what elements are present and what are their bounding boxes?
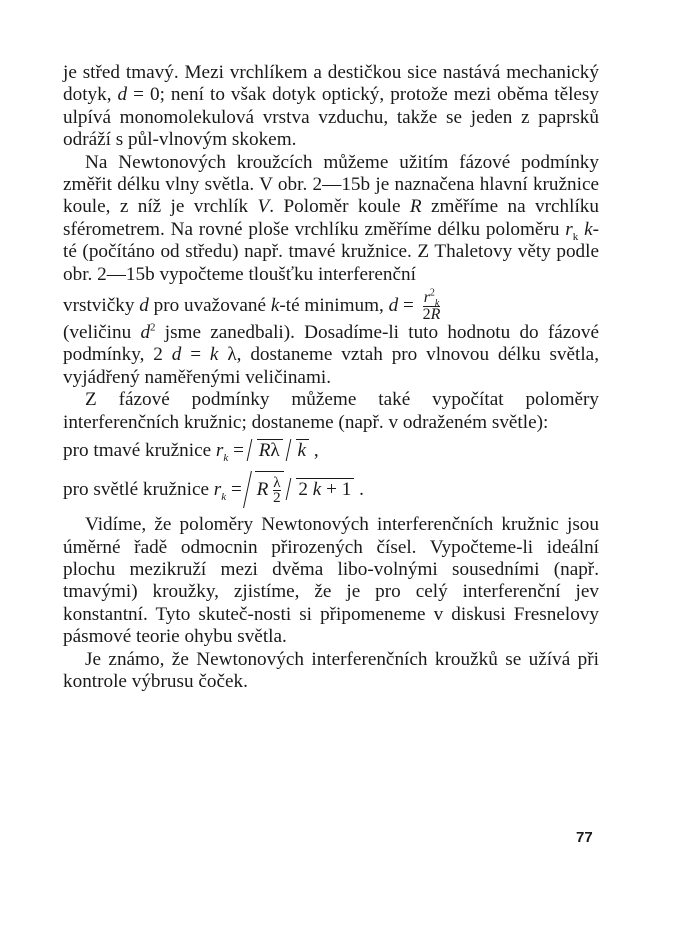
sqrt-2k-plus-1: 2 k + 1 [296,478,354,501]
fraction-rk2-over-2R: $\frac{r^2_k}{2R}$ [422,287,441,324]
page-text [63,62,599,693]
dark-rings-label: pro tmavé kružnice [63,440,212,462]
sqrt-R-lambda: Rλ [257,439,283,462]
paragraph-2: Na Newtonových kroužcích můžeme užitím fázové podmínky změřit délku vlny světla. V obr. 2—15b je naznačena hlavní kružnice koule, z níž je vrchlík V. Poloměr koule R změříme na vrchlíku sférometrem. Na rovné ploše vrchlíku změříme délku poloměru $r_k$ k-té (počítáno od středu) např. tmavé kružnice. Z Thaletovy věty podle obr. 2—15b vypočteme tloušťku interferenční [63,151,600,285]
paragraph-3: (veličinu $d^2$ jsme zanedbali). Dosadíme-li tuto hodnotu do fázové podmínky, 2 d = k λ, dostaneme vztah pro vlnovou délku světla, vyjádřený naměřenými veličinami. [63,321,599,388]
paragraph-4: Z fázové podmínky můžeme také vypočítat poloměry interferenčních kružnic; dostaneme (např. v odraženém světle): [63,389,599,433]
sqrt-k: k [296,439,310,462]
formula-thickness-line: vrstvičky d pro uvažované k-té minimum, d = $\frac{r^2_k}{2R}$ [63,287,441,324]
paragraph-6: Je známo, že Newtonových interferenčních kroužků se užívá při kontrole výbrusu čoček. [63,648,599,692]
bright-rings-label: pro světlé kružnice [63,479,209,501]
sqrt-R-lambda-half: R $\frac{\lambda}{2}$ [255,471,284,509]
paragraph-5: Vidíme, že poloměry Newtonových interferenčních kružnic jsou úměrné řadě odmocnin přirozených čísel. Vypočteme-li ideální plochu mezikruží mezi dvěma libo-volnými sousedními (např. tmavými) kroužky, zjistíme, že je pro celý interferenční jev konstantní. Tyto skuteč-nosti si připomeneme v diskusi Fresnelovy pásmové teorie ohybu světla. [63,514,599,648]
page-number: 77 [576,829,593,846]
formula-dark-rings: pro tmavé kružnice $r_k = R\lambda$ k , [63,440,319,464]
paragraph-1: je střed tmavý. Mezi vrchlíkem a destičkou sice nastává mechanický dotyk, d = 0; není to však dotyk optický, protože mezi oběma tělesy ulpívá monomolekulová vrstva vzduchu, takže se jeden z paprsků odráží s půl-vlnovým skokem. [63,62,599,151]
formula-bright-rings: pro světlé kružnice $r_k = R$ $\frac{\lambda}{2}$ 2 k + 1 . [63,466,599,514]
